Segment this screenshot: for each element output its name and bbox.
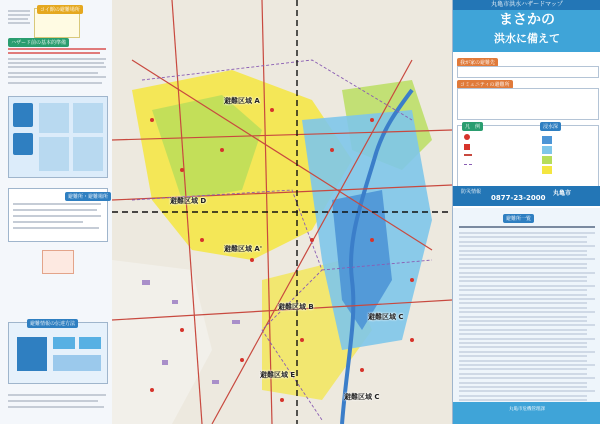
zone-label-c-lower: 避難区域 C	[344, 393, 380, 401]
community-label: コミュニティの避難所	[457, 80, 513, 89]
list-item	[459, 307, 587, 309]
zone-label-a-prime: 避難区域 A'	[224, 245, 262, 253]
info-column	[0, 0, 113, 424]
shelter-info-box	[8, 188, 108, 242]
list-item	[459, 399, 587, 401]
zone-label-c: 避難区域 C	[368, 313, 404, 321]
list-item	[459, 333, 587, 335]
transmission-title: 避難情報の伝達方法	[27, 319, 78, 328]
list-item	[459, 272, 595, 274]
list-item	[459, 241, 587, 243]
list-item	[459, 320, 587, 322]
list-item	[459, 276, 587, 278]
list-item	[459, 395, 587, 397]
list-item	[459, 250, 587, 252]
list-item	[459, 285, 595, 287]
list-item	[459, 329, 587, 331]
intro-text-block	[8, 8, 30, 36]
depth-title: 浸水深	[540, 122, 561, 131]
hotline-number: 0877-23-2000	[491, 194, 546, 202]
community-input[interactable]	[457, 88, 599, 120]
title-band	[453, 0, 600, 52]
list-item	[459, 342, 587, 344]
list-item	[459, 390, 595, 392]
list-item	[459, 263, 587, 265]
hazard-map[interactable]	[112, 0, 452, 424]
zone-label-d: 避難区域 D	[170, 197, 207, 205]
legend-title: コイ館の避難場所	[37, 5, 83, 14]
depth-swatch-high	[542, 146, 552, 154]
legend-box	[34, 8, 80, 38]
map-svg	[112, 0, 452, 424]
list-item	[459, 267, 587, 269]
shelter-title: 避難所・避難場所	[65, 192, 111, 201]
list-item	[459, 346, 587, 348]
legend-title: 凡 例	[462, 122, 483, 131]
zone-border-symbol	[464, 164, 472, 169]
list-item	[459, 280, 587, 282]
illustration-panel	[8, 96, 108, 178]
shelter-list	[453, 208, 600, 424]
hotline-label: 防災情報	[461, 189, 482, 195]
list-item	[459, 382, 587, 384]
list-title: 避難所一覧	[503, 214, 534, 223]
page-subtitle: 洪水に備えて	[494, 32, 560, 45]
footer-band	[453, 402, 600, 424]
zone-label-b: 避難区域 B	[278, 303, 314, 311]
list-item	[459, 364, 595, 366]
list-item	[459, 355, 587, 357]
shelter-symbol	[464, 134, 470, 140]
transmission-box	[8, 322, 108, 384]
city-name: 丸亀市	[553, 190, 572, 197]
depth-swatch-low	[542, 166, 552, 174]
list-item	[459, 302, 587, 304]
hotline-band	[453, 186, 600, 206]
list-item	[459, 316, 587, 318]
list-item	[459, 245, 595, 247]
map-series-label: 丸亀市洪水ハザードマップ	[453, 0, 600, 10]
list-item	[459, 232, 595, 234]
section-prepare-title: ハザード前の基本的準備	[8, 38, 69, 47]
right-panel	[452, 0, 600, 424]
list-item	[459, 373, 587, 375]
list-item	[459, 258, 595, 260]
depth-swatch-very-high	[542, 136, 552, 144]
list-item	[459, 294, 587, 296]
list-item	[459, 289, 587, 291]
depth-swatch-mid	[542, 156, 552, 164]
list-item	[459, 236, 587, 238]
list-item	[459, 377, 595, 379]
list-item	[459, 351, 595, 353]
prepare-text	[8, 46, 106, 88]
evac-label: 我が家の避難先	[457, 58, 498, 67]
list-item	[459, 324, 595, 326]
zone-label-e: 避難区域 E	[260, 371, 296, 379]
list-header	[459, 226, 595, 228]
footer-text: 丸亀市危機管理課	[509, 407, 545, 412]
zone-label-a: 避難区域 A	[224, 97, 260, 105]
facility-symbol	[464, 144, 470, 150]
list-item	[459, 368, 587, 370]
list-item	[459, 254, 587, 256]
list-item	[459, 360, 587, 362]
contact-text	[8, 390, 106, 414]
legend	[457, 125, 599, 187]
note-box	[42, 250, 74, 274]
list-item	[459, 311, 595, 313]
list-item	[459, 298, 595, 300]
list-item	[459, 338, 595, 340]
page-title: まさかの	[499, 12, 555, 28]
list-item	[459, 386, 587, 388]
evac-input[interactable]	[457, 66, 599, 78]
road-symbol	[464, 154, 472, 156]
